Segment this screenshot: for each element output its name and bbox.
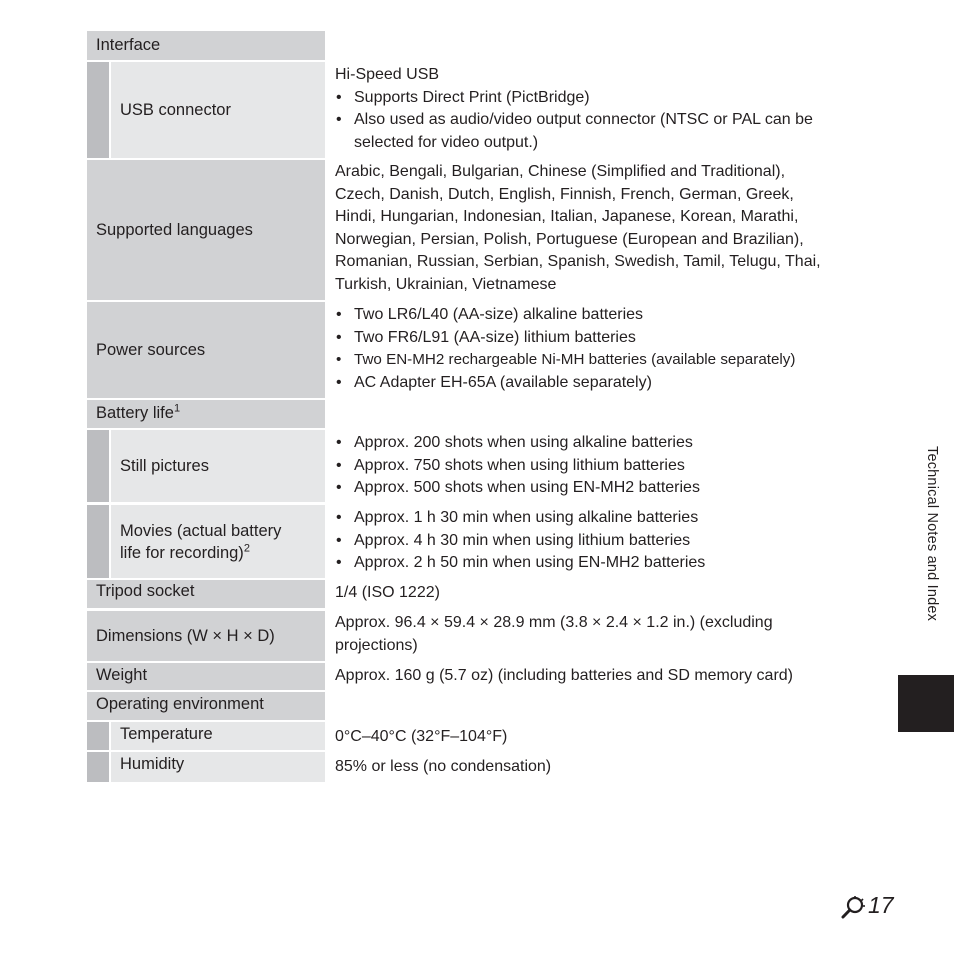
power-bullet: • Two EN-MH2 rechargeable Ni-MH batteries (available separately) (335, 349, 865, 372)
battery-life-label-cell (87, 400, 325, 428)
movies-label-line2: life for recording) (120, 543, 244, 562)
usb-bullet-av-line2: selected for video output.) (354, 133, 539, 151)
languages-value (335, 161, 865, 296)
languages-line: Turkish, Ukrainian, Vietnamese (335, 275, 557, 293)
operating-label: Operating environment (96, 695, 264, 713)
movies-bullet: • Approx. 1 h 30 min when using alkaline batteries (335, 507, 865, 530)
still-value (335, 432, 865, 500)
languages-line: Arabic, Bengali, Bulgarian, Chinese (Simplified and Traditional), (335, 163, 786, 180)
movies-bullet: • Approx. 4 h 30 min when using lithium batteries (335, 530, 865, 553)
battery-life-label (96, 402, 180, 424)
dimensions-label-cell (87, 611, 325, 661)
row-weight (87, 663, 867, 690)
group-indent-bar (87, 752, 109, 782)
movies-label-line1: Movies (actual battery (120, 521, 282, 540)
power-label: Power sources (96, 341, 206, 359)
row-battery-life (87, 400, 867, 428)
languages-line: Romanian, Russian, Serbian, Spanish, Swedish, Tamil, Telugu, Thai, (335, 253, 821, 270)
section-tab-label: Technical Notes and Index (924, 446, 940, 622)
usb-value (335, 64, 865, 154)
dimensions-value (335, 612, 865, 657)
weight-label-cell (87, 663, 325, 690)
movies-value (335, 507, 865, 575)
temperature-label: Temperature (120, 725, 213, 743)
usb-bullet-av-output (335, 109, 865, 154)
movies-bullet: • Approx. 2 h 50 min when using EN-MH2 batteries (335, 552, 865, 575)
humidity-label: Humidity (120, 755, 185, 773)
reference-magnifier-icon (840, 895, 866, 921)
interface-label-cell (87, 31, 325, 60)
dimensions-line: Approx. 96.4 × 59.4 × 28.9 mm (3.8 × 2.4 × 1.2 in.) (excluding (335, 614, 773, 631)
weight-label: Weight (96, 666, 148, 684)
footnote-marker: 2 (243, 542, 250, 554)
row-movies (87, 505, 867, 578)
section-tab-marker (898, 675, 954, 732)
row-usb-connector (87, 62, 867, 158)
still-label-cell (111, 430, 325, 502)
usb-label-cell (111, 62, 325, 158)
usb-label: USB connector (120, 101, 231, 119)
row-tripod-socket (87, 580, 867, 608)
movies-label-cell (111, 505, 325, 578)
power-bullet: • Two FR6/L91 (AA-size) lithium batteries (335, 327, 865, 350)
row-supported-languages (87, 160, 867, 300)
group-indent-bar (87, 430, 109, 502)
row-humidity (87, 752, 867, 782)
weight-value: Approx. 160 g (5.7 oz) (including batteries and SD memory card) (335, 667, 793, 684)
dimensions-line: projections) (335, 636, 418, 654)
group-indent-bar (87, 722, 109, 750)
row-power-sources (87, 302, 867, 398)
battery-life-text: Battery life (96, 404, 174, 422)
humidity-label-cell (111, 752, 325, 782)
row-dimensions (87, 611, 867, 661)
tripod-label: Tripod socket (96, 582, 195, 600)
power-bullet: • Two LR6/L40 (AA-size) alkaline batteries (335, 304, 865, 327)
tripod-label-cell (87, 580, 325, 608)
tripod-value: 1/4 (ISO 1222) (335, 584, 440, 601)
operating-label-cell (87, 692, 325, 720)
movies-label (120, 520, 281, 564)
still-bullet: • Approx. 750 shots when using lithium batteries (335, 455, 865, 478)
temperature-value: 0°C–40°C (32°F–104°F) (335, 728, 508, 745)
power-label-cell (87, 302, 325, 398)
interface-label: Interface (96, 36, 161, 54)
languages-label: Supported languages (96, 221, 253, 239)
still-label: Still pictures (120, 457, 209, 475)
still-bullet: • Approx. 500 shots when using EN-MH2 batteries (335, 477, 865, 500)
power-value (335, 304, 865, 394)
group-indent-bar (87, 62, 109, 158)
languages-line: Hindi, Hungarian, Indonesian, Italian, Japanese, Korean, Marathi, (335, 208, 799, 225)
row-temperature (87, 722, 867, 750)
usb-intro: Hi-Speed USB (335, 66, 440, 83)
temperature-label-cell (111, 722, 325, 750)
page-number-text: 17 (868, 892, 894, 918)
usb-bullet-direct-print: • Supports Direct Print (PictBridge) (335, 87, 865, 110)
languages-line: Norwegian, Persian, Polish, Portuguese (European and Brazilian), (335, 230, 804, 248)
languages-line: Czech, Danish, Dutch, English, Finnish, French, German, Greek, (335, 185, 794, 203)
dimensions-label: Dimensions (W × H × D) (96, 627, 275, 645)
row-operating-environment (87, 692, 867, 720)
still-bullet: • Approx. 200 shots when using alkaline batteries (335, 432, 865, 455)
row-interface (87, 31, 867, 60)
group-indent-bar (87, 505, 109, 578)
row-still-pictures (87, 430, 867, 502)
page-number (840, 892, 910, 922)
humidity-value: 85% or less (no condensation) (335, 758, 552, 775)
power-bullet: • AC Adapter EH-65A (available separately) (335, 372, 865, 395)
footnote-marker: 1 (173, 402, 181, 415)
usb-bullet-av-line1: Also used as audio/video output connector (NTSC or PAL can be (354, 111, 813, 128)
languages-label-cell (87, 160, 325, 300)
